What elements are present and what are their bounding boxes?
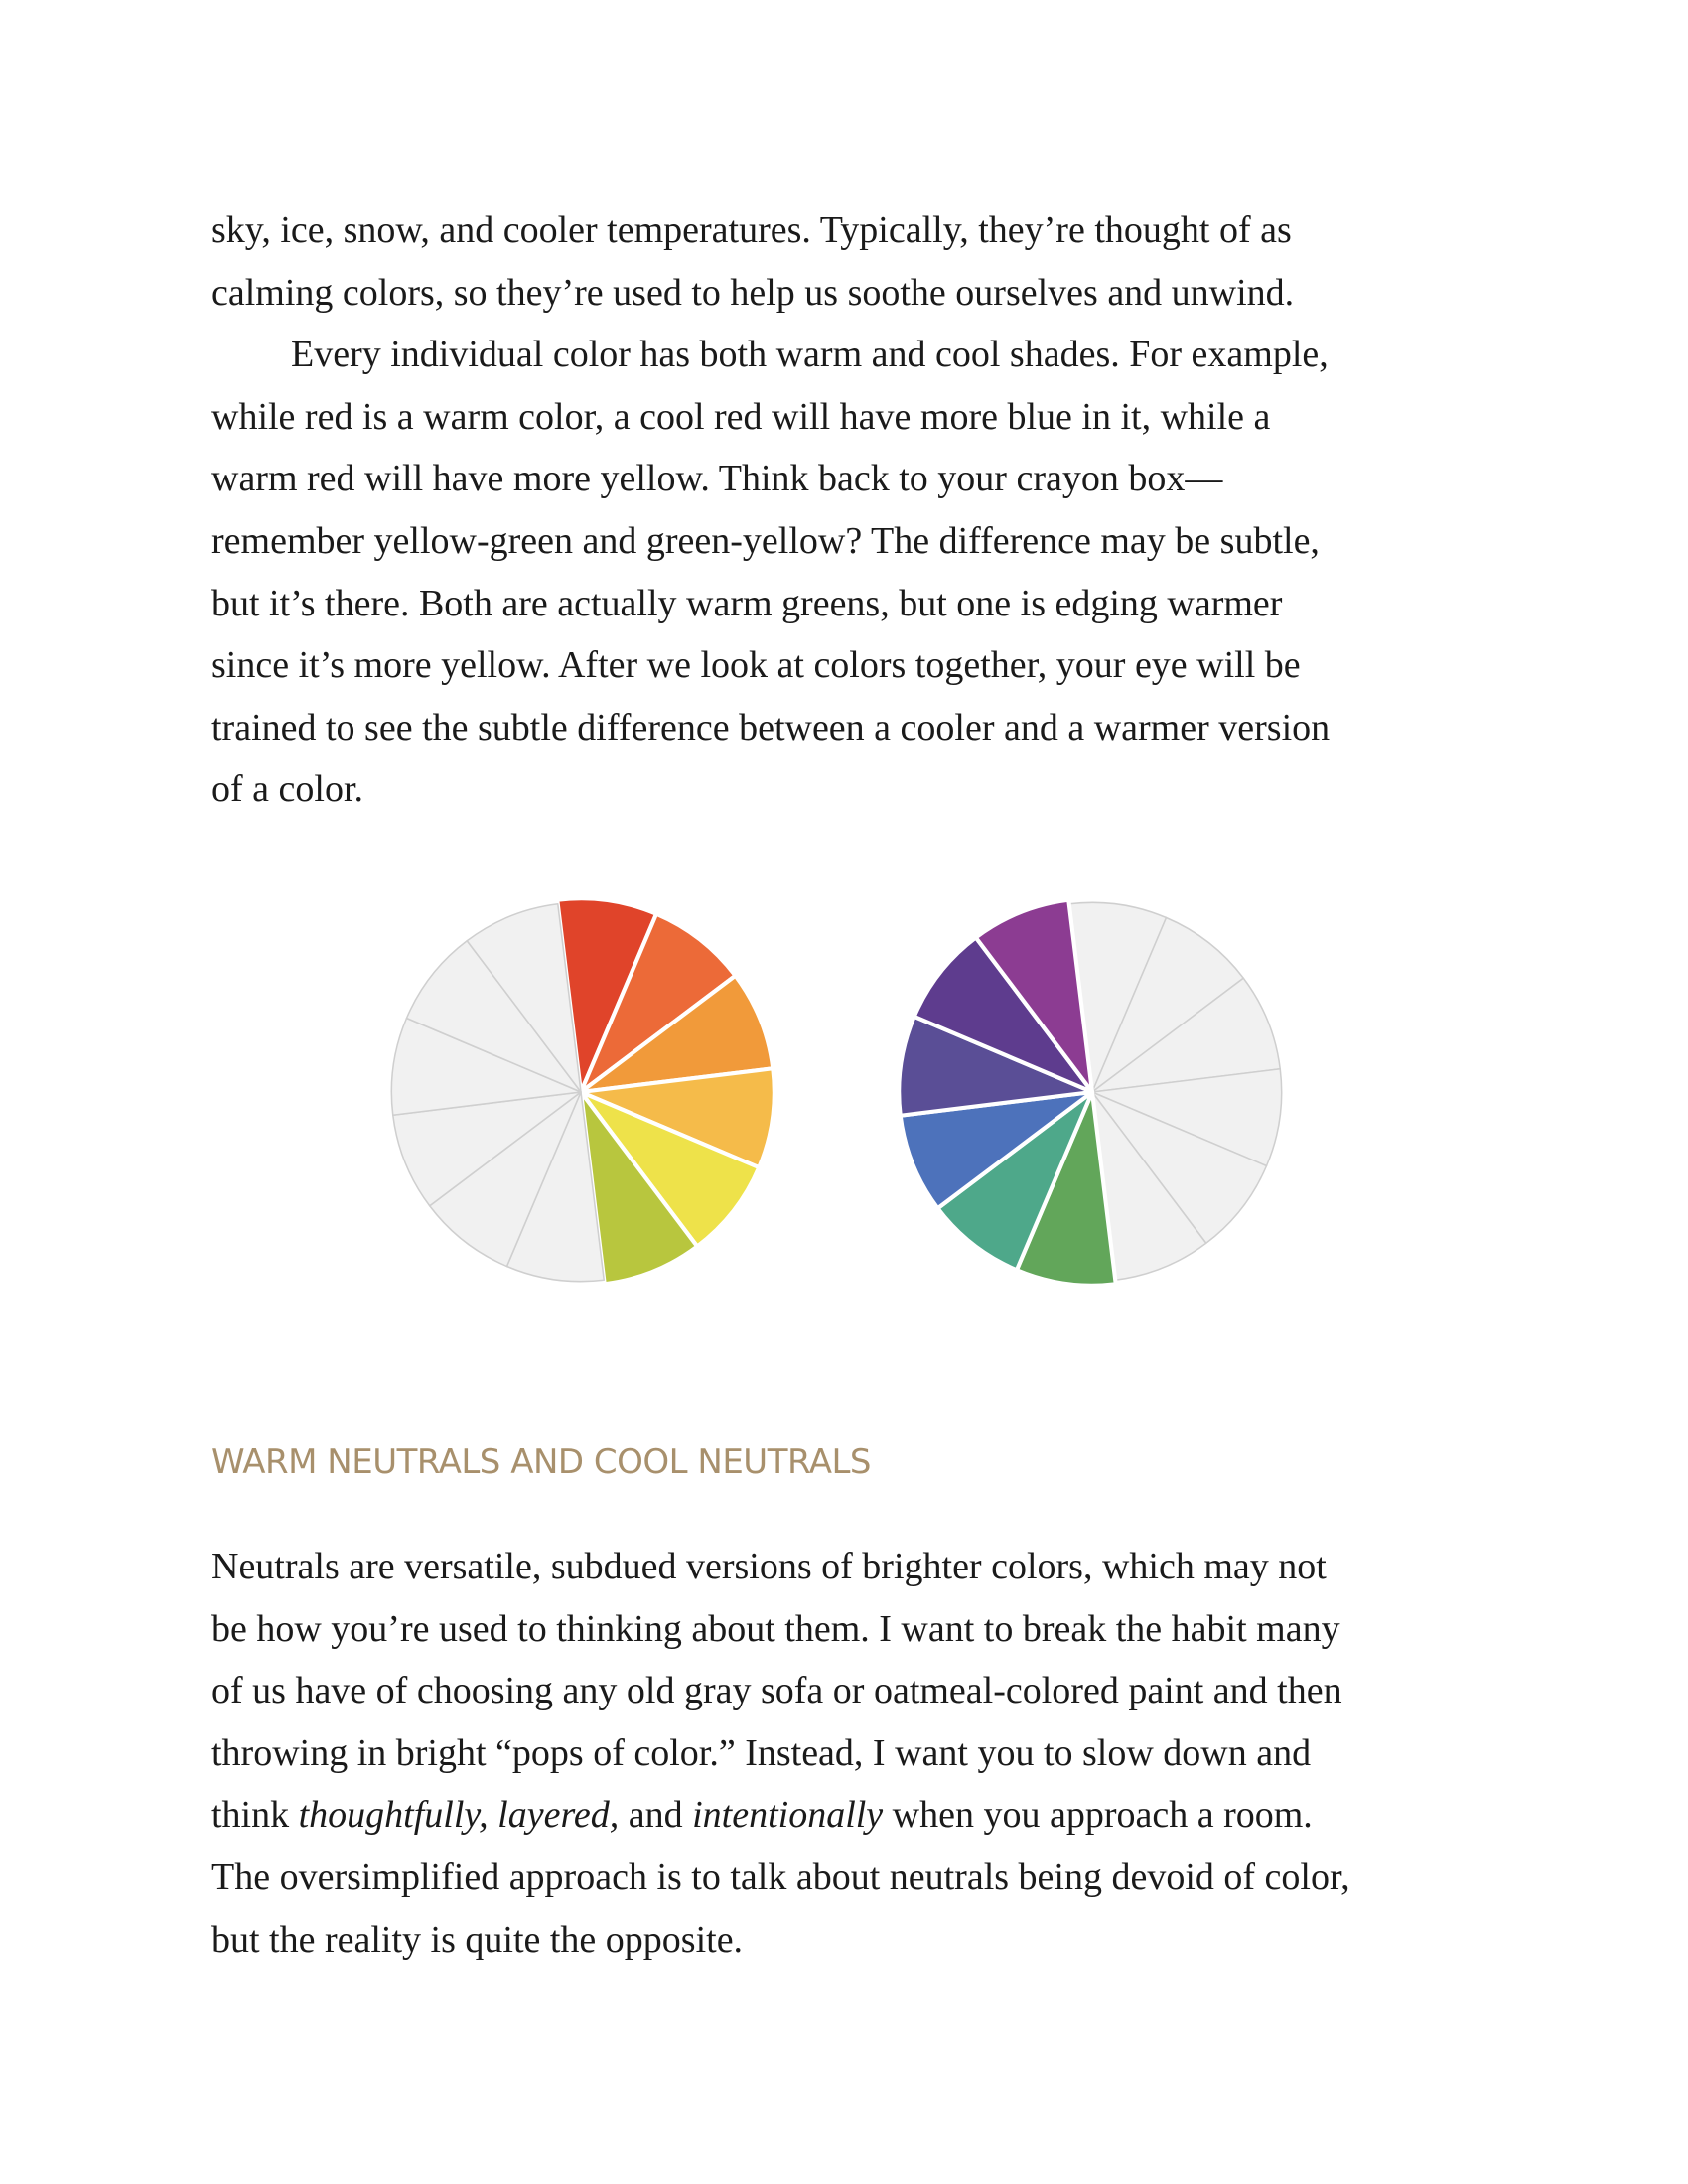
text-line: throwing in bright “pops of color.” Instead, I want you to slow down and bbox=[211, 1731, 1312, 1774]
text-line: remember yellow-green and green-yellow? The difference may be subtle, bbox=[211, 519, 1320, 562]
text-line: warm red will have more yellow. Think back to your crayon box— bbox=[211, 458, 1223, 500]
text-line: calming colors, so they’re used to help us soothe ourselves and unwind. bbox=[211, 271, 1295, 314]
text-line: but it’s there. Both are actually warm greens, but one is edging warmer bbox=[211, 582, 1283, 624]
text-line: since it’s more yellow. After we look at colors together, your eye will be bbox=[211, 644, 1301, 687]
text-line: trained to see the subtle difference between a cooler and a warmer version bbox=[211, 706, 1331, 749]
text-run: when you approach a room. bbox=[883, 1794, 1313, 1837]
text-line-with-italics bbox=[211, 1784, 1492, 1846]
italic-text: thoughtfully, layered, bbox=[298, 1794, 620, 1837]
text-line: sky, ice, snow, and cooler temperatures. Typically, they’re thought of as bbox=[211, 209, 1292, 251]
cool-color-wheel-graphic bbox=[889, 888, 1296, 1296]
text-line: The oversimplified approach is to talk about neutrals being devoid of color, bbox=[211, 1855, 1350, 1898]
text-line: Neutrals are versatile, subdued versions of brighter colors, which may not bbox=[211, 1546, 1327, 1587]
warm-color-wheel bbox=[377, 888, 784, 1296]
italic-text: intentionally bbox=[692, 1794, 884, 1837]
text-line: of us have of choosing any old gray sofa or oatmeal-colored paint and then bbox=[211, 1670, 1342, 1712]
body-text-bottom bbox=[211, 1536, 1492, 1971]
body-text-top bbox=[211, 200, 1492, 821]
section-heading: WARM NEUTRALS AND COOL NEUTRALS bbox=[211, 1442, 871, 1482]
text-line: while red is a warm color, a cool red will have more blue in it, while a bbox=[211, 395, 1271, 438]
text-run: think bbox=[211, 1794, 299, 1837]
warm-color-wheel-graphic bbox=[377, 888, 784, 1296]
text-line: be how you’re used to thinking about them. I want to break the habit many bbox=[211, 1607, 1340, 1650]
text-line: of a color. bbox=[211, 768, 364, 811]
text-line: but the reality is quite the opposite. bbox=[211, 1918, 744, 1961]
cool-color-wheel bbox=[889, 888, 1296, 1296]
text-run: and bbox=[619, 1794, 693, 1837]
text-line: Every individual color has both warm and cool shades. For example, bbox=[291, 334, 1329, 376]
